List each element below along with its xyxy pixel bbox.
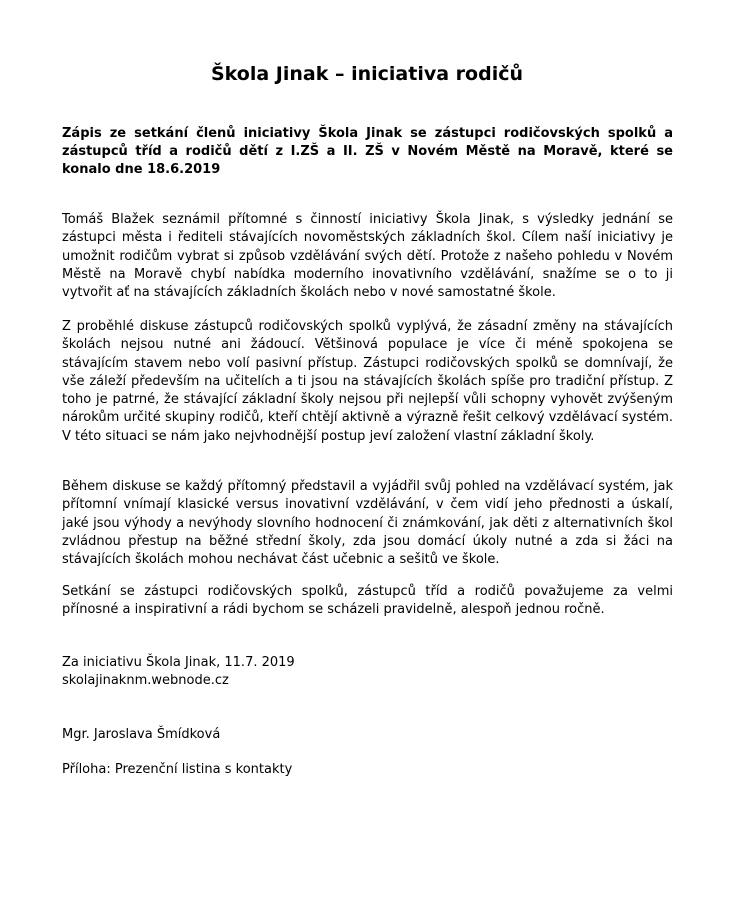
paragraph-4: Setkání se zástupci rodičovských spolků, zástupců tříd a rodičů považujeme za velmi přínosné a inspirativní a rádi bychom se scházeli pravidelně, alespoň jednou ročně. [62,584,673,618]
author-name: Mgr. Jaroslava Šmídková [62,727,221,742]
paragraph-1: Tomáš Blažek seznámil přítomné s činností iniciativy Škola Jinak, s výsledky jednání se zástupci města i řediteli stávajících novoměstských základních škol. Cílem naší iniciativy je umožnit rodičům vybrat si způsob vzdělávání svých dětí. Protože z našeho pohledu v Novém Městě na Moravě chybí nabídka moderního inovativního vzdělávání, snažíme se o to ji vytvořit ať na stávajících základních školách nebo v nové samostatné škole. [62,212,673,301]
meeting-intro: Zápis ze setkání členů iniciativy Škola Jinak se zástupci rodičovských spolků a zástupců tříd a rodičů dětí z I.ZŠ a II. ZŠ v Novém Městě na Moravě, které se konalo dne 18.6.2019 [62,126,673,177]
attachment-note: Příloha: Prezenční listina s kontakty [62,762,293,777]
website-text: skolajinaknm.webnode.cz [62,673,229,688]
signature-line: Za iniciativu Škola Jinak, 11.7. 2019 [62,655,295,670]
paragraph-2: Z proběhlé diskuse zástupců rodičovských spolků vyplývá, že zásadní změny na stávajících školách nejsou nutné ani žádoucí. Většinová populace je více či méně spokojena se stávajícím stavem nebo volí pasivní přístup. Zástupci rodičovských spolků se domnívají, že vše záleží především na učitelích a ti jsou na stávajících školách spíše pro tradiční přístup. Z toho je patrné, že stávající základní školy nejsou při nejlepší vůli schopny vyhovět zvýšeným nárokům určité skupiny rodičů, kteří chtějí aktivně a výrazně řešit celkový vzdělávací systém. V této situaci se nám jako nejvhodnější postup jeví založení vlastní základní školy. [62,319,673,444]
document-title: Škola Jinak – iniciativa rodičů [211,63,523,85]
paragraph-3: Během diskuse se každý přítomný představil a vyjádřil svůj pohled na vzdělávací systém, jak přítomní vnímají klasické versus inovativní vzdělávání, v čem vidí jeho přednosti a úskalí, jaké jsou výhody a nevýhody slovního hodnocení či známkování, jak děti z alternativních škol zvládnou přestup na běžné střední školy, zda jsou domácí úkoly nutné a zda si žáci na stávajících školách mohou nechávat část učebnic a sešitů ve škole. [62,479,673,568]
